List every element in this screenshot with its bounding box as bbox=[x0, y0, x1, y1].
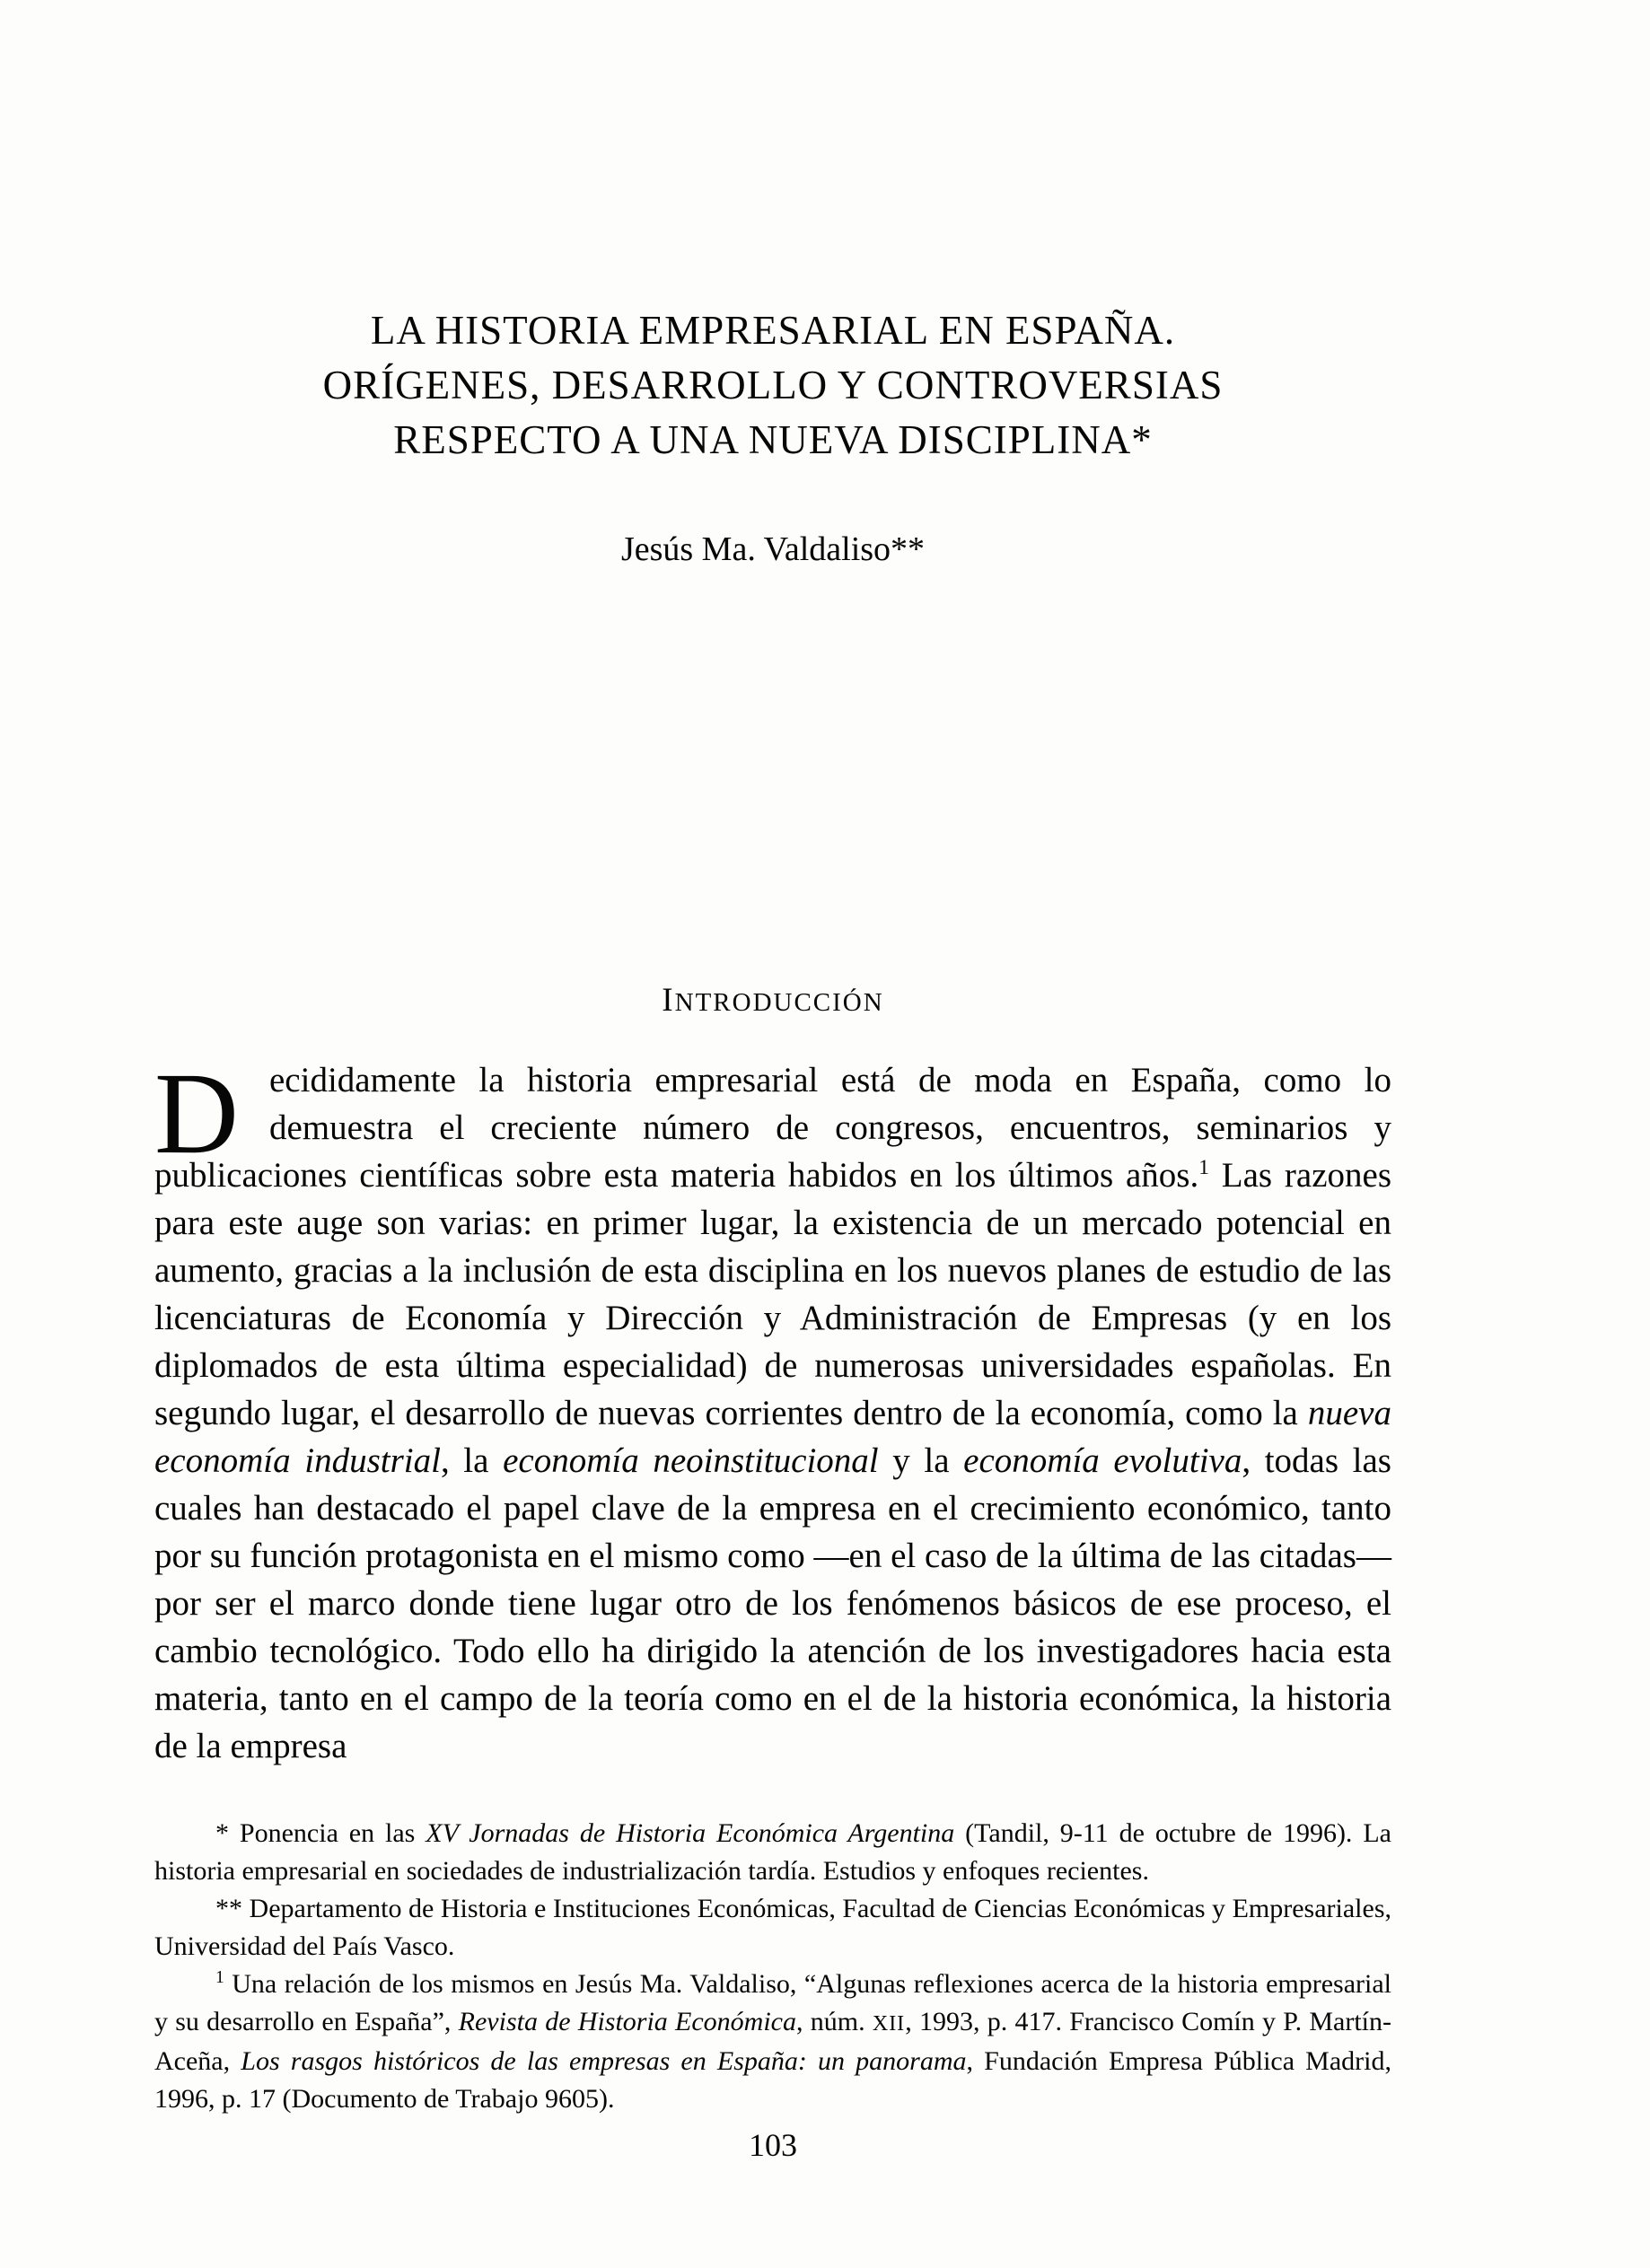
footnote-1-marker: 1 bbox=[215, 1968, 224, 1987]
footnote-double-star-segment-1: Departamento de Historia e Instituciones Económicas, Facultad de Ciencias Económicas y Empresariales, Universidad del País Vasco. bbox=[154, 1894, 1391, 1961]
title-line-3: RESPECTO A UNA NUEVA DISCIPLINA* bbox=[393, 417, 1153, 462]
footnote-reference-1: 1 bbox=[1198, 1156, 1209, 1179]
italic-phrase-economia-evolutiva: economía evolutiva bbox=[963, 1441, 1242, 1480]
italic-phrase-economia-neoinstitucional: economía neoinstitucional bbox=[503, 1441, 879, 1480]
footnote-1-segment-4: , Fundación Empresa Pública Madrid, 1996, p. 17 (Documento de Trabajo 9605). bbox=[154, 2046, 1391, 2114]
title-line-1: LA HISTORIA EMPRESARIAL EN ESPAÑA. bbox=[370, 308, 1176, 353]
footnote-star-segment-2: (Tandil, 9-11 de octubre de 1996). La historia empresarial en sociedades de industrialización tardía. Estudios y enfoques recientes. bbox=[154, 1818, 1391, 1886]
author-name: Jesús Ma. Valdaliso** bbox=[620, 530, 926, 568]
title-line-2: ORÍGENES, DESARROLLO Y CONTROVERSIAS bbox=[322, 363, 1224, 407]
body-segment-2: Las razones para este auge son varias: en primer lugar, la existencia de un mercado potencial en aumento, gracias a la inclusión de esta disciplina en los nuevos planes de estudio de las licenciaturas de Economía y Dirección y Administración de Empresas (y en los diplomados de esta última especialidad) de numerosas universidades españolas. En segundo lugar, el desarrollo de nuevas corrientes dentro de la economía, como la bbox=[154, 1156, 1391, 1432]
footnote-1-smallcaps-xii: XII bbox=[872, 2012, 906, 2036]
footnote-1-italic-revista: Revista de Historia Económica bbox=[458, 2007, 797, 2036]
body-segment-4: y la bbox=[878, 1441, 964, 1480]
italic-phrase-nueva-economia-industrial: nueva economía industrial bbox=[154, 1394, 1391, 1480]
footnotes-block bbox=[154, 1815, 1391, 2118]
drop-cap: D bbox=[154, 1049, 239, 1178]
page-number: 103 bbox=[749, 2127, 797, 2163]
section-heading-introduction bbox=[154, 983, 1391, 1020]
body-segment-5: , todas las cuales han destacado el papel clave de la empresa en el crecimiento económico, tanto por su función protagonista en el mismo como —en el caso de la última de las citadas— por ser el marco donde tiene lugar otro de los fenómenos básicos de ese proceso, el cambio tecnológico. Todo ello ha dirigido la atención de los investigadores hacia esta materia, tanto en el campo de la teoría como en el de la historia económica, la historia de la empresa bbox=[154, 1441, 1391, 1765]
footnote-1-italic-rasgos: Los rasgos históricos de las empresas en España: un panorama bbox=[241, 2046, 967, 2076]
body-segment-3: , la bbox=[440, 1441, 504, 1480]
body-segment-1: ecididamente la historia empresarial está de moda en España, como lo demuestra el creciente número de congresos, encuentros, seminarios y publicaciones científicas sobre esta materia habidos en los últimos años. bbox=[154, 1061, 1391, 1195]
introduction-paragraph bbox=[154, 1049, 1391, 1770]
footnote-star bbox=[154, 1815, 1391, 1890]
footnote-double-star bbox=[154, 1890, 1391, 1966]
footnote-star-segment-1: Ponencia en las bbox=[229, 1818, 426, 1848]
footnote-double-star-marker: ** bbox=[215, 1894, 242, 1923]
heading-rest: NTRODUCCIÓN bbox=[674, 988, 884, 1017]
footnote-1-segment-1: Una relación de los mismos en Jesús Ma. Valdaliso, “Algunas reflexiones acerca de la historia empresarial y su desarrollo en España”, bbox=[154, 1969, 1391, 2036]
article-title bbox=[154, 0, 1391, 468]
footnote-1-segment-2: , núm. bbox=[796, 2007, 873, 2036]
footnote-1-segment-3: , 1993, p. 417. Francisco Comín y P. Martín-Aceña, bbox=[154, 2007, 1392, 2076]
heading-initial: I bbox=[662, 982, 675, 1019]
footnote-star-italic-title: XV Jornadas de Historia Económica Argentina bbox=[426, 1818, 955, 1848]
footnote-star-marker: * bbox=[215, 1818, 229, 1848]
footnote-numbered-1 bbox=[154, 1966, 1391, 2118]
